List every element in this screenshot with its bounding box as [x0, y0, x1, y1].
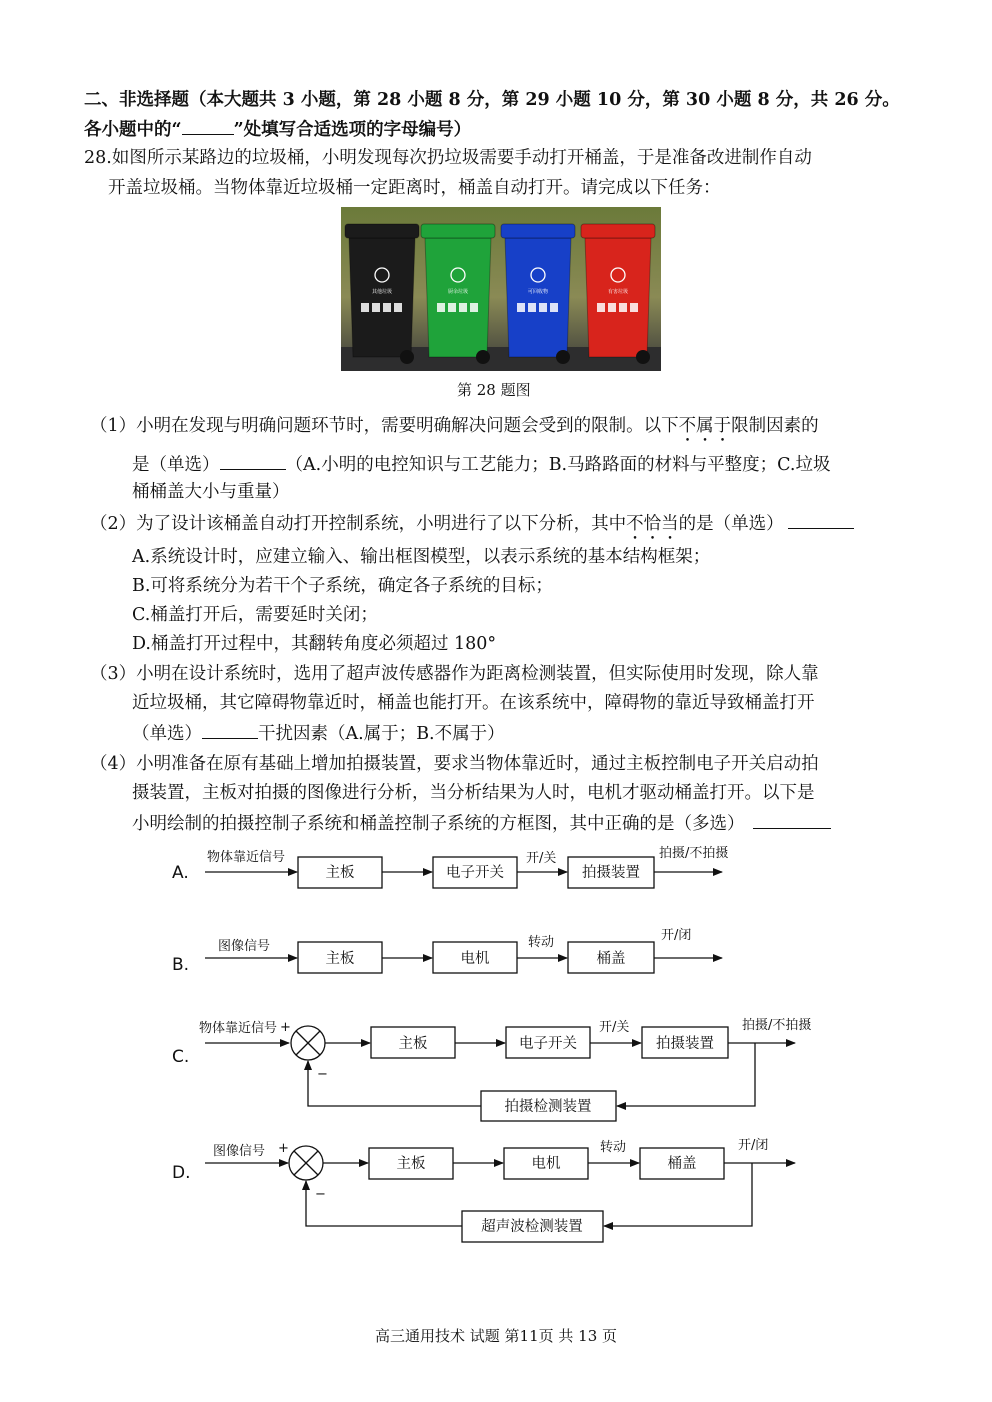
diagram-c-signal: 开/关 [599, 1020, 630, 1035]
heading-text-post: ”处填写合适选项的字母编号） [233, 120, 472, 140]
q3-options: 干扰因素（A.属于；B.不属于） [258, 724, 505, 744]
q1-choice-prompt: 是（单选） [132, 455, 220, 475]
diagram-b-output: 开/闭 [661, 928, 692, 943]
diagram-d-plus: + [278, 1141, 289, 1156]
diagram-d-box1: 主板 [396, 1156, 426, 1172]
diagram-b-label: B. [172, 955, 190, 975]
diagram-d-feedback: 超声波检测装置 [481, 1219, 583, 1235]
q2-option-d: D.桶盖打开过程中，其翻转角度必须超过 180° [132, 634, 497, 654]
q1-text: （1）小明在发现与明确问题环节时，需要明确解决问题会受到的限制。以下 [90, 416, 679, 436]
diagram-c-minus: − [317, 1067, 328, 1082]
diagram-a-box2: 电子开关 [446, 865, 504, 881]
diagram-c-box1: 主板 [398, 1036, 428, 1052]
diagram-c-feedback: 拍摄检测装置 [504, 1099, 592, 1115]
q2-text: （2）为了设计该桶盖自动打开控制系统，小明进行了以下分析，其中 [90, 514, 627, 534]
question-intro-line1: 28.如图所示某路边的垃圾桶，小明发现每次扔垃圾需要手动打开桶盖，于是准备改进制作自动 [84, 148, 812, 168]
q2-option-a: A.系统设计时，应建立输入、输出框图模型，以表示系统的基本结构框架； [132, 547, 711, 567]
diagram-c-output: 拍摄/不拍摄 [742, 1018, 812, 1033]
diagram-d-input: 图像信号 [213, 1144, 266, 1159]
q2-emphasis: 不恰当 [626, 514, 679, 534]
q2-text-post: 的是（单选） [678, 514, 784, 534]
diagram-b-input: 图像信号 [218, 939, 271, 954]
diagram-d-box2: 电机 [531, 1156, 561, 1172]
diagram-d-label: D. [172, 1163, 191, 1183]
q1-emphasis: 不属于 [678, 416, 732, 436]
diagram-b-box2: 电机 [460, 951, 490, 967]
diagram-b-box1: 主板 [325, 951, 355, 967]
diagram-a-label: A. [172, 863, 189, 883]
q1-options: （A.小明的电控知识与工艺能力；B.马路路面的材料与平整度；C.垃圾 [285, 455, 831, 475]
diagram-c-input: 物体靠近信号 [199, 1021, 278, 1036]
bin-label: 厨余垃圾 [447, 289, 469, 295]
diagram-b-box3: 桶盖 [596, 951, 626, 967]
page-footer: 高三通用技术 试题 第11页 共 13 页 [374, 1327, 617, 1345]
q1-line3: 桶桶盖大小与重量） [132, 482, 290, 502]
diagram-a-input: 物体靠近信号 [207, 850, 286, 865]
diagram-a-output: 拍摄/不拍摄 [659, 846, 729, 861]
q1-text-post: 限制因素的 [731, 416, 819, 436]
q3-choice-prompt: （单选） [132, 724, 202, 744]
bin-label: 可回收物 [527, 289, 549, 295]
diagram-c-box2: 电子开关 [519, 1036, 577, 1052]
question-intro-line2: 开盖垃圾桶。当物体靠近垃圾桶一定距离时，桶盖自动打开。请完成以下任务： [108, 178, 721, 198]
diagram-d-output: 开/闭 [738, 1138, 769, 1153]
diagram-a-box1: 主板 [325, 865, 355, 881]
diagram-d-box3: 桶盖 [667, 1156, 697, 1172]
bin-label: 有害垃圾 [607, 289, 629, 295]
heading-text-pre: 各小题中的“ [84, 120, 182, 140]
q3-line1: （3）小明在设计系统时，选用了超声波传感器作为距离检测装置，但实际使用时发现，除人靠 [90, 664, 819, 684]
diagram-c-box3: 拍摄装置 [656, 1036, 714, 1052]
q4-line1: （4）小明准备在原有基础上增加拍摄装置，要求当物体靠近时，通过主板控制电子开关启动拍 [90, 754, 819, 774]
q4-text: 小明绘制的拍摄控制子系统和桶盖控制子系统的方框图，其中正确的是（多选） [132, 814, 745, 834]
diagram-a-box3: 拍摄装置 [582, 865, 640, 881]
diagram-c-label: C. [172, 1047, 190, 1067]
q2-option-b: B.可将系统分为若干个子系统，确定各子系统的目标； [132, 576, 553, 596]
diagram-d-minus: − [315, 1187, 326, 1202]
diagram-b-signal: 转动 [528, 935, 555, 950]
diagram-c-plus: + [280, 1020, 291, 1035]
figure-caption: 第 28 题图 [457, 381, 531, 399]
q4-line2: 摄装置，主板对拍摄的图像进行分析，当分析结果为人时，电机才驱动桶盖打开。以下是 [132, 783, 815, 803]
diagram-a-signal: 开/关 [526, 851, 557, 866]
q3-line2: 近垃圾桶，其它障碍物靠近时，桶盖也能打开。在该系统中，障碍物的靠近导致桶盖打开 [132, 693, 815, 713]
section-heading-line1: 二、非选择题（本大题共 3 小题，第 28 小题 8 分，第 29 小题 10 分，第 30 小题 8 分，共 26 分。 [84, 90, 900, 110]
diagram-d-signal: 转动 [600, 1140, 627, 1155]
q2-option-c: C.桶盖打开后，需要延时关闭； [132, 605, 378, 625]
bin-label: 其他垃圾 [371, 289, 393, 295]
